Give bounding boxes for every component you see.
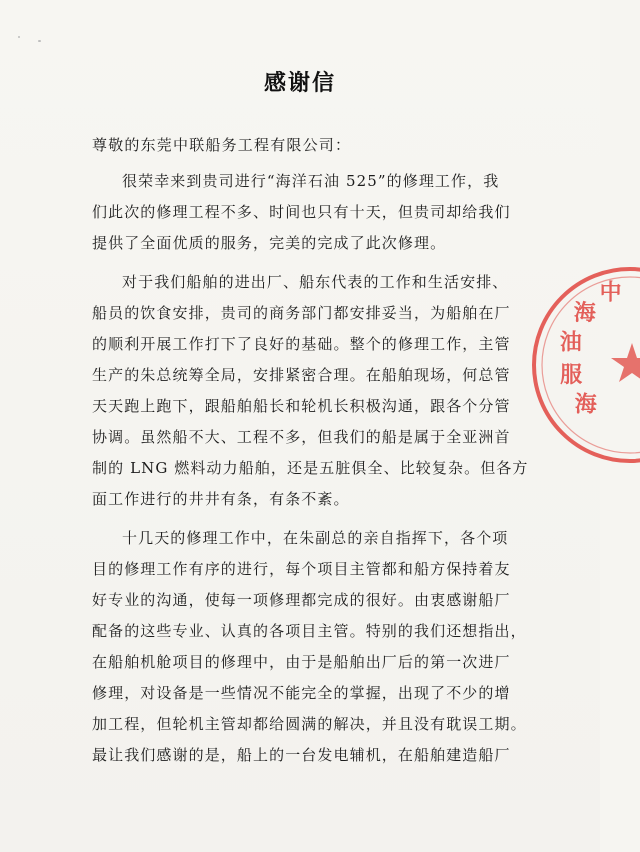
letter-body [92,166,529,779]
paragraph-line: 目的修理工作有序的进行，每个项目主管都和船方保持着友 [92,560,511,578]
scan-speck [18,36,20,38]
paragraph-line: 们此次的修理工程不多、时间也只有十天，但贵司却给我们 [92,203,511,221]
letter-title: 感谢信 [263,70,336,96]
paragraph-line: 天天跑上跑下，跟船舶船长和轮机长积极沟通，跟各个分管 [92,397,511,415]
paragraph-line: 在船舶机舱项目的修理中，由于是船舶出厂后的第一次进厂 [92,653,511,671]
paragraph-line: 的顺利开展工作打下了良好的基础。整个的修理工作，主管 [92,335,511,353]
paragraph-line: 制的 LNG 燃料动力船舶，还是五脏俱全、比较复杂。但各方 [92,459,529,477]
paragraph-line: 提供了全面优质的服务，完美的完成了此次修理。 [92,234,447,252]
scan-speck [38,40,41,42]
paragraph-3 [92,523,527,771]
paragraph-line: 好专业的沟通，使每一项修理都完成的很好。由衷感谢船厂 [92,591,511,609]
paragraph-line: 配备的这些专业、认真的各项目主管。特别的我们还想指出， [92,622,527,640]
paragraph-1 [92,166,520,259]
paragraph-line: 船员的饮食安排，贵司的商务部门都安排妥当，为船舶在厂 [92,304,511,322]
paragraph-line: 加工程，但轮机主管却都给圆满的解决，并且没有耽误工期。 [92,715,527,733]
paragraph-line: 十几天的修理工作中，在朱副总的亲自指挥下，各个项 [122,529,509,547]
seal-star-icon [611,343,640,382]
paragraph-line: 对于我们船舶的进出厂、船东代表的工作和生活安排、 [122,273,509,291]
paragraph-line: 修理，对设备是一些情况不能完全的掌握，出现了不少的增 [92,684,511,702]
paragraph-line: 协调。虽然船不大、工程不多，但我们的船是属于全亚洲首 [92,428,511,446]
company-seal [520,215,640,515]
paragraph-line: 生产的朱总统筹全局，安排紧密合理。在船舶现场，何总管 [92,366,511,384]
paragraph-line: 最让我们感谢的是，船上的一台发电辅机，在船舶建造船厂 [92,746,511,764]
salutation: 尊敬的东莞中联船务工程有限公司： [92,136,352,154]
paragraph-line: 面工作进行的井井有条，有条不紊。 [92,490,350,508]
paragraph-line: 很荣幸来到贵司进行“海洋石油 525”的修理工作，我 [122,172,500,190]
seal-text: 中海油服海 [559,280,622,418]
paragraph-2 [92,267,529,515]
